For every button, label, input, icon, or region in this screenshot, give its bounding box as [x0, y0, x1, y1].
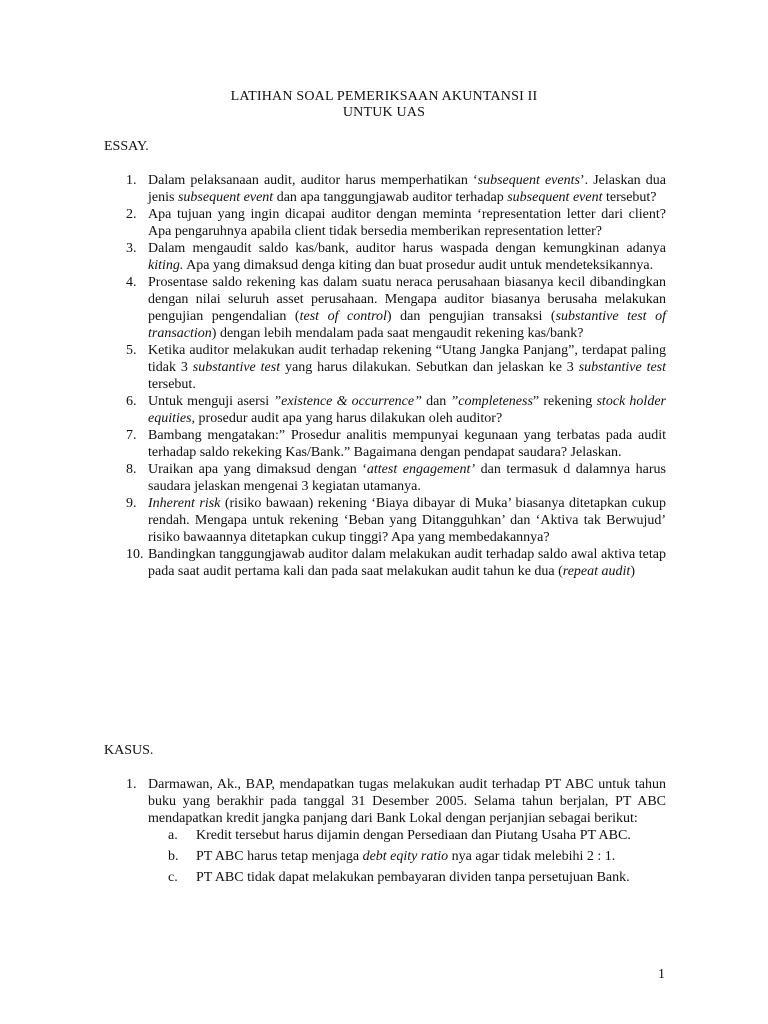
- italic-text: substantive test: [578, 360, 667, 375]
- essay-question: [104, 240, 666, 274]
- document-title: LATIHAN SOAL PEMERIKSAAN AKUNTANSI II: [230, 89, 538, 104]
- text-run: Uraikan apa yang dimaksud dengan ‘: [148, 462, 367, 477]
- italic-text: substantive test of transaction: [148, 309, 666, 341]
- kasus-heading: KASUS.: [104, 743, 154, 758]
- item-text: [148, 394, 666, 426]
- item-number: 1.: [126, 173, 137, 188]
- item-number: 3.: [126, 241, 137, 256]
- text-run: dan apa tanggungjawab auditor terhadap: [273, 190, 508, 205]
- sub-item-text: [196, 849, 615, 864]
- text-run: Prosentase saldo rekening kas dalam suatu neraca perusahaan biasanya kecil dibandingkan dengan nilai seluruh asset perusahaan. Mengapa auditor biasanya berusaha melakukan pengujian pengendalian (: [148, 275, 666, 324]
- italic-text: ”existence & occurrence”: [273, 394, 422, 409]
- essay-question: [104, 274, 666, 342]
- text-run: Untuk menguji asersi: [148, 394, 274, 409]
- text-run: ) dan pengujian transaksi (: [386, 309, 556, 324]
- item-number: 6.: [126, 394, 137, 409]
- sub-item: [148, 827, 666, 844]
- item-text: [148, 547, 666, 579]
- item-text: [148, 241, 666, 273]
- italic-text: repeat audit: [562, 564, 631, 579]
- sub-item-letter: c.: [168, 870, 178, 885]
- essay-question: [104, 495, 666, 546]
- essay-question: [104, 206, 666, 240]
- italic-text: subsequent event: [177, 190, 274, 205]
- item-number: 1.: [126, 777, 137, 792]
- italic-text: debt eqity ratio: [362, 849, 449, 864]
- italic-text: ”completeness: [450, 394, 533, 409]
- text-run: Apa tujuan yang ingin dicapai auditor dengan meminta ‘representation letter dari client? Apa pengaruhnya apabila client tidak bersedia memberikan representation letter?: [148, 207, 666, 239]
- sub-item-text: [196, 828, 631, 843]
- item-number: 8.: [126, 462, 137, 477]
- text-run: Apa yang dimaksud denga kiting dan buat prosedur audit untuk mendeteksikannya.: [183, 258, 654, 273]
- item-text: [148, 207, 666, 239]
- item-number: 4.: [126, 275, 137, 290]
- text-run: Dalam mengaudit saldo kas/bank, auditor harus waspada dengan kemungkinan adanya: [148, 241, 666, 256]
- item-number: 9.: [126, 496, 137, 511]
- text-run: ): [630, 564, 635, 579]
- essay-question: [104, 393, 666, 427]
- text-run: Ketika auditor melakukan audit terhadap rekening “Utang Jangka Panjang”, terdapat paling tidak 3: [148, 343, 666, 375]
- item-text: [148, 343, 666, 392]
- page-number: 1: [658, 967, 665, 982]
- italic-text: subsequent events: [477, 173, 580, 188]
- italic-text: subsequent event: [507, 190, 603, 205]
- item-number: 5.: [126, 343, 137, 358]
- text-run: nya agar tidak melebihi 2 : 1.: [448, 849, 616, 864]
- item-text: [148, 462, 666, 494]
- text-run: Bandingkan tanggungjawab auditor dalam melakukan audit terhadap saldo awal aktiva tetap pada saat audit pertama kali dan pada saat melakukan audit tahun ke dua (: [148, 547, 666, 579]
- text-run: ) dengan lebih mendalam pada saat mengaudit rekening kas/bank?: [211, 326, 584, 341]
- document-subtitle: UNTUK UAS: [342, 105, 426, 120]
- sub-item-list: [148, 827, 666, 886]
- text-run: Darmawan, Ak., BAP, mendapatkan tugas melakukan audit terhadap PT ABC untuk tahun buku yang berakhir pada tanggal 31 Desember 2005. Selama tahun berjalan, PT ABC mendapatkan kredit jangka panjang dari Bank Lokal dengan perjanjian sebagai berikut:: [148, 777, 666, 826]
- italic-text: substantive test: [192, 360, 281, 375]
- italic-text: test of control: [299, 309, 387, 324]
- text-run: Kredit tersebut harus dijamin dengan Persediaan dan Piutang Usaha PT ABC.: [196, 828, 631, 843]
- essay-question: [104, 172, 666, 206]
- text-run: dan: [421, 394, 451, 409]
- essay-question: [104, 546, 666, 580]
- item-text: [148, 275, 666, 341]
- text-run: yang harus dilakukan. Sebutkan dan jelaskan ke 3: [280, 360, 579, 375]
- item-text: [148, 777, 666, 826]
- text-run: ’. Jelaskan dua jenis: [148, 173, 666, 205]
- text-run: PT ABC harus tetap menjaga: [196, 849, 363, 864]
- italic-text: Inherent risk: [148, 496, 221, 511]
- sub-item-letter: b.: [168, 849, 179, 864]
- italic-text: attest engagement’: [366, 462, 476, 477]
- sub-item-letter: a.: [168, 828, 178, 843]
- item-text: [148, 428, 666, 460]
- kasus-question: [104, 776, 666, 886]
- text-run: (risiko bawaan) rekening ‘Biaya dibayar di Muka’ biasanya ditetapkan cukup rendah. Mengapa untuk rekening ‘Beban yang Ditangguhkan’ dan ‘Aktiva tak Berwujud’ risiko bawaannya ditetapkan cukup tinggi? Apa yang membedakannya?: [148, 496, 666, 545]
- text-run: ” rekening: [532, 394, 597, 409]
- essay-question: [104, 461, 666, 495]
- sub-item: [148, 848, 666, 865]
- text-run: PT ABC tidak dapat melakukan pembayaran dividen tanpa persetujuan Bank.: [196, 870, 630, 885]
- essay-question-list: [104, 172, 666, 580]
- item-number: 7.: [126, 428, 137, 443]
- item-text: [148, 496, 666, 545]
- text-run: Bambang mengatakan:” Prosedur analitis mempunyai kegunaan yang terbatas pada audit terhadap saldo rekeking Kas/Bank.” Bagaimana dengan pendapat saudara? Jelaskan.: [148, 428, 666, 460]
- essay-question: [104, 342, 666, 393]
- essay-heading: ESSAY.: [104, 139, 149, 154]
- sub-item-text: [196, 870, 630, 885]
- text-run: prosedur audit apa yang harus dilakukan oleh auditor?: [195, 411, 503, 426]
- text-run: Dalam pelaksanaan audit, auditor harus memperhatikan ‘: [148, 173, 478, 188]
- sub-item: [148, 869, 666, 886]
- item-text: [148, 173, 666, 205]
- item-number: 2.: [126, 207, 137, 222]
- text-run: dan termasuk d dalamnya harus saudara jelaskan mengenai 3 kegiatan utamanya.: [148, 462, 666, 494]
- item-number: 10.: [126, 547, 144, 562]
- italic-text: kiting.: [148, 258, 184, 273]
- text-run: tersebut?: [602, 190, 657, 205]
- kasus-question-list: [104, 776, 666, 886]
- essay-question: [104, 427, 666, 461]
- text-run: tersebut.: [148, 377, 196, 392]
- italic-text: stock holder equities,: [148, 394, 666, 426]
